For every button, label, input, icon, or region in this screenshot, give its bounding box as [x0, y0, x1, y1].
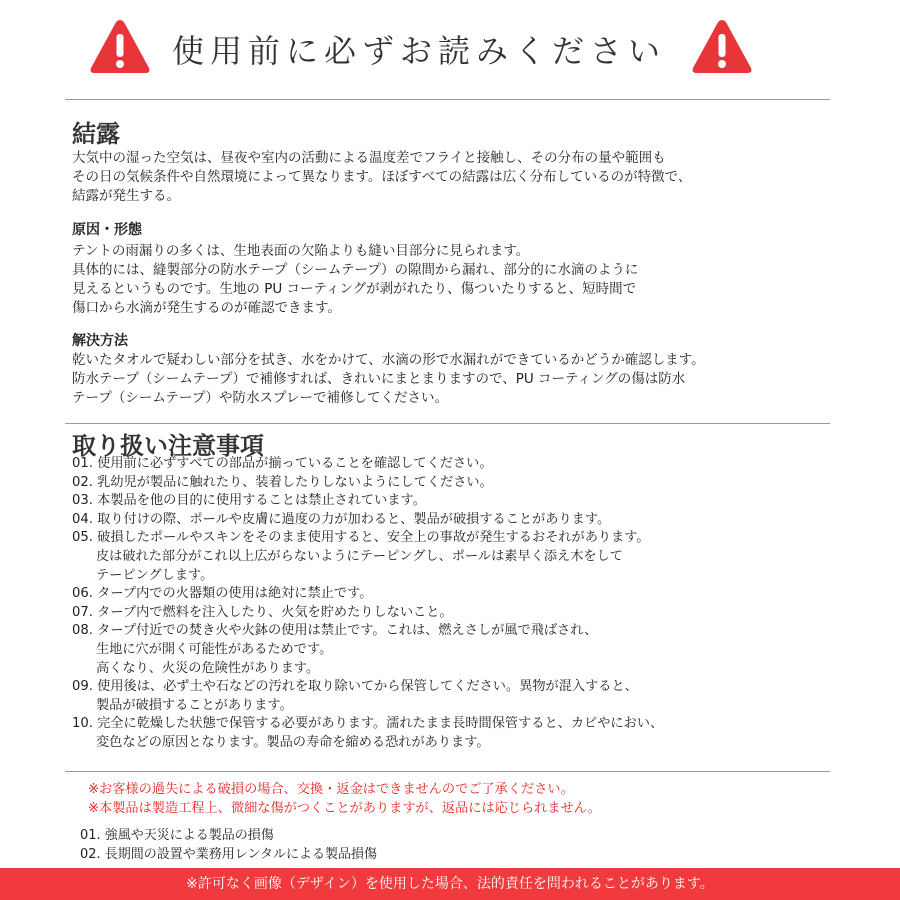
condensation-intro — [72, 149, 832, 206]
list-item: 01. 強風や天災による製品の損傷 — [80, 828, 274, 843]
list-item: 06. タープ内での火器類の使用は絶対に禁止です。 — [72, 586, 373, 602]
precautions-list — [72, 455, 832, 753]
text-line: テントの雨漏りの多くは、生地表面の欠陥よりも縫い目部分に見られます。 — [72, 243, 530, 259]
list-item-continuation: 生地に穴が開く可能性があるためです。 — [96, 641, 333, 657]
cause-heading: 原因・形態 — [72, 222, 142, 238]
list-item: 03. 本製品を他の目的に使用することは禁止されています。 — [72, 493, 426, 509]
warning-triangle-icon — [690, 16, 754, 76]
divider — [65, 99, 830, 100]
divider — [65, 771, 830, 772]
list-item-continuation: 変色などの原因となります。製品の寿命を縮める恐れがあります。 — [96, 734, 490, 750]
list-item: 02. 乳幼児が製品に触れたり、装着したりしないようにしてください。 — [72, 474, 493, 490]
list-item: 08. タープ付近での焚き火や火鉢の使用は禁止です。これは、燃えさしが風で飛ばされ、 — [72, 623, 598, 639]
list-item: 09. 使用後は、必ず土や石などの汚れを取り除いてから保管してください。異物が混入すると、 — [72, 679, 638, 695]
divider — [65, 423, 830, 424]
return-policy-notice — [88, 780, 788, 818]
list-item-continuation: 高くなり、火災の危険性があります。 — [96, 660, 320, 676]
list-item-continuation: 製品が破損することがあります。 — [96, 697, 293, 713]
text-line: 傷口から水滴が発生するのが確認できます。 — [72, 300, 341, 316]
text-line: テープ（シームテープ）や防水スプレーで補修してください。 — [72, 390, 448, 406]
text-line: 見えるというものです。生地の PU コーティングが剥がれたり、傷ついたりすると、短時間で — [72, 281, 637, 297]
text-line: 乾いたタオルで疑わしい部分を拭き、水をかけて、水滴の形で水漏れができているかどうか確認します。 — [72, 352, 705, 368]
warning-triangle-icon — [88, 16, 152, 76]
list-item: 05. 破損したポールやスキンをそのまま使用すると、安全上の事故が発生するおそれがあります。 — [72, 530, 650, 546]
list-item: 01. 使用前に必ずすべての部品が揃っていることを確認してください。 — [72, 456, 493, 471]
text-line: 防水テープ（シームテープ）で補修すれば、きれいにまとまりますので、PU コーティングの傷は防水 — [72, 371, 686, 387]
text-line: 大気中の湿った空気は、昼夜や室内の活動による温度差でフライと接触し、その分布の量や範囲も — [72, 150, 666, 166]
copyright-banner: ※許可なく画像（デザイン）を使用した場合、法的責任を問われることがあります。 — [0, 868, 900, 900]
list-item: 04. 取り付けの際、ポールや皮膚に過度の力が加わると、製品が破損することがあります。 — [72, 511, 611, 527]
list-item: 02. 長期間の設置や業務用レンタルによる製品損傷 — [80, 847, 377, 862]
condensation-heading: 結露 — [72, 120, 120, 148]
solution-heading: 解決方法 — [72, 333, 128, 349]
notice-line: ※お客様の過失による破損の場合、交換・返金はできませんのでご了承ください。 — [88, 782, 574, 797]
text-line: 結露が発生する。 — [72, 188, 180, 204]
list-item-continuation: テーピングします。 — [96, 567, 214, 583]
exclusions-list — [80, 826, 780, 864]
list-item: 07. タープ内で燃料を注入したり、火気を貯めたりしないこと。 — [72, 604, 453, 620]
header — [0, 0, 900, 100]
solution-text — [72, 351, 832, 408]
text-line: 具体的には、縫製部分の防水テープ（シームテープ）の隙間から漏れ、部分的に水滴のように — [72, 262, 639, 278]
list-item-continuation: 皮は破れた部分がこれ以上広がらないようにテーピングし、ポールは素早く添え木をして — [96, 548, 623, 564]
text-line: その日の気候条件や自然環境によって異なります。ほぼすべての結露は広く分布しているのが特徴で、 — [72, 169, 692, 185]
precautions-heading: 取り扱い注意事項 — [72, 432, 264, 460]
cause-text — [72, 242, 832, 318]
list-item: 10. 完全に乾燥した状態で保管する必要があります。濡れたまま長時間保管すると、カビやにおい、 — [72, 716, 664, 732]
page-title: 使用前に必ずお読みください — [172, 32, 667, 70]
notice-line: ※本製品は製造工程上、微細な傷がつくことがありますが、返品には応じられません。 — [88, 801, 601, 816]
